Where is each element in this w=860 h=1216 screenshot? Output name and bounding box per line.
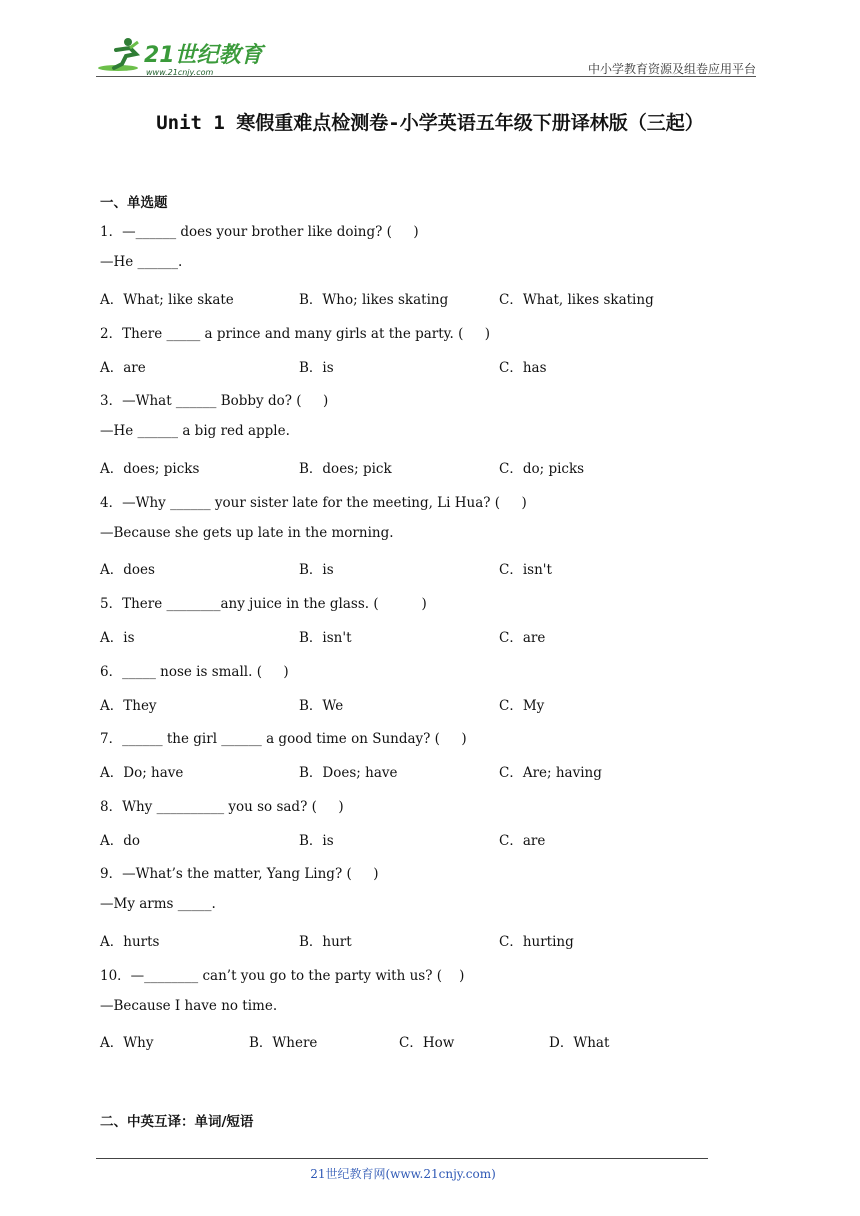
option[interactable]: A．are [100, 360, 146, 376]
option[interactable]: D．What [549, 1035, 610, 1051]
option[interactable]: A．is [100, 630, 135, 646]
question-stem: 4．—Why ______ your sister late for the meeting, Li Hua? ( ) [100, 495, 527, 511]
option[interactable]: C．has [499, 360, 547, 376]
question-stem: 10．—________ can’t you go to the party with us? ( ) [100, 968, 465, 984]
page-title: Unit 1 寒假重难点检测卷-小学英语五年级下册译林版（三起） [156, 112, 704, 134]
option[interactable]: A．do [100, 833, 141, 849]
option[interactable]: C．are [499, 630, 546, 646]
question-stem: 7．______ the girl ______ a good time on Sunday? ( ) [100, 731, 467, 747]
option[interactable]: C．Are; having [499, 765, 602, 781]
option[interactable]: A．They [100, 698, 157, 714]
question-stem: 5．There ________any juice in the glass. ( ) [100, 596, 427, 612]
option[interactable]: B．hurt [299, 934, 352, 950]
option[interactable]: C．What, likes skating [499, 292, 654, 308]
option[interactable]: B．does; pick [299, 461, 392, 477]
option[interactable]: A．does [100, 562, 155, 578]
logo-text: 21世纪教育 [144, 43, 263, 68]
question-stem: 9．—What’s the matter, Yang Ling? ( ) [100, 866, 379, 882]
question-line: —Because I have no time. [100, 998, 278, 1014]
option[interactable]: C．hurting [499, 934, 574, 950]
option[interactable]: B．Does; have [299, 765, 398, 781]
question-line: —He ______. [100, 254, 183, 270]
option[interactable]: A．Why [100, 1035, 154, 1051]
question-line: —He ______ a big red apple. [100, 423, 290, 439]
logo-url: www.21cnjy.com [146, 68, 214, 77]
header-divider [96, 76, 756, 77]
option[interactable]: C．isn't [499, 562, 552, 578]
runner-logo-icon [96, 34, 266, 78]
footer-divider [96, 1158, 708, 1159]
question-line: —Because she gets up late in the morning. [100, 525, 394, 541]
option[interactable]: B．Where [249, 1035, 318, 1051]
question-stem: 3．—What ______ Bobby do? ( ) [100, 393, 329, 409]
option[interactable]: A．hurts [100, 934, 160, 950]
question-stem: 1．—______ does your brother like doing? ( ) [100, 224, 419, 240]
option[interactable]: B．is [299, 360, 334, 376]
option[interactable]: A．does; picks [100, 461, 200, 477]
question-stem: 6．_____ nose is small. ( ) [100, 664, 289, 680]
option[interactable]: C．How [399, 1035, 455, 1051]
option[interactable]: C．are [499, 833, 546, 849]
question-stem: 8．Why __________ you so sad? ( ) [100, 799, 344, 815]
option[interactable]: B．Who; likes skating [299, 292, 449, 308]
option[interactable]: C．My [499, 698, 545, 714]
option[interactable]: C．do; picks [499, 461, 585, 477]
question-line: —My arms _____. [100, 896, 216, 912]
option[interactable]: A．Do; have [100, 765, 184, 781]
option[interactable]: B．is [299, 562, 334, 578]
option[interactable]: A．What; like skate [100, 292, 234, 308]
option[interactable]: B．We [299, 698, 344, 714]
option[interactable]: B．is [299, 833, 334, 849]
question-stem: 2．There _____ a prince and many girls at the party. ( ) [100, 326, 491, 342]
section-heading-2: 二、中英互译：单词/短语 [100, 1114, 254, 1130]
site-logo [96, 34, 266, 78]
section-heading-1: 一、单选题 [100, 195, 168, 211]
footer-link[interactable]: 21世纪教育网(www.21cnjy.com) [310, 1167, 496, 1181]
option[interactable]: B．isn't [299, 630, 352, 646]
platform-label: 中小学教育资源及组卷应用平台 [587, 62, 756, 76]
